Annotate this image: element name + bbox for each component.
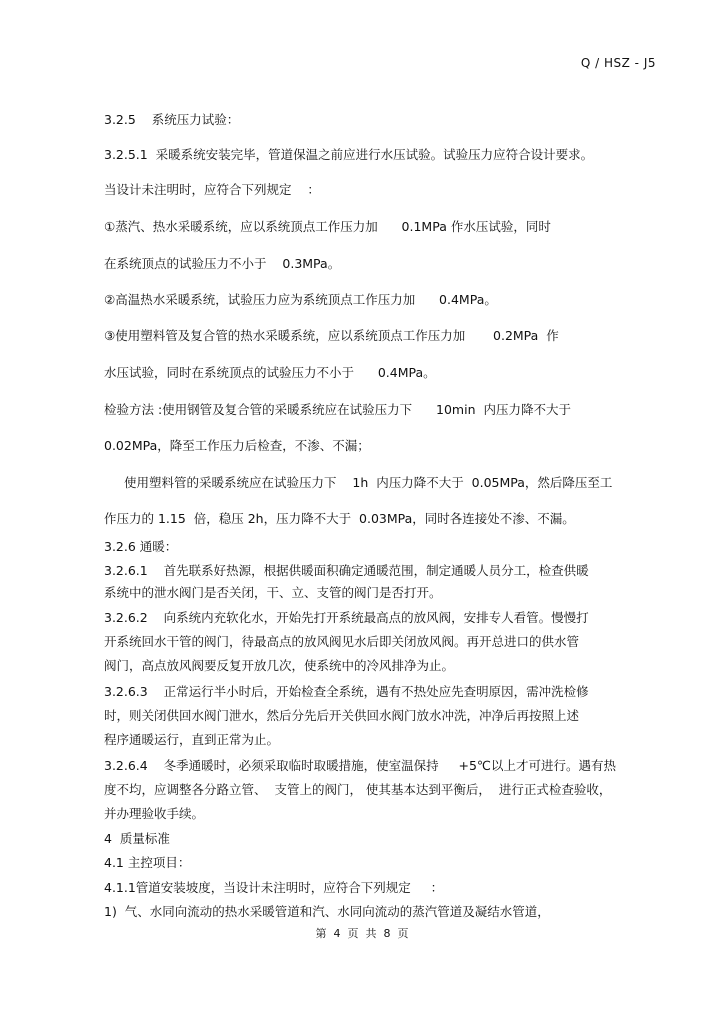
paragraph-line: 程序通暖运行，直到正常为止。 bbox=[104, 732, 280, 747]
paragraph-line: 并办理验收手续。 bbox=[104, 806, 205, 821]
paragraph-line: 阀门，高点放风阀要反复开放几次，使系统中的冷风排净为止。 bbox=[104, 658, 455, 673]
section-heading-4: 4 质量标准 bbox=[104, 831, 170, 846]
paragraph-line: 3.2.6.4 冬季通暖时，必须采取临时取暖措施，使室温保持 +5℃以上才可进行。遇有热 bbox=[104, 758, 616, 773]
paragraph-line: 1) 气、水同向流动的热水采暖管道和汽、水同向流动的蒸汽管道及凝结水管道， bbox=[104, 904, 550, 919]
section-heading-3-2-5: 3.2.5 系统压力试验： bbox=[104, 112, 240, 127]
document-code: Q / HSZ - J5 bbox=[580, 56, 656, 70]
paragraph-line: 3.2.6.2 向系统内充软化水，开始先打开系统最高点的放风阀，安排专人看管。慢慢打 bbox=[104, 610, 589, 625]
paragraph-line: 开系统回水干管的阀门，待最高点的放风阀见水后即关闭放风阀。再开总进口的供水管 bbox=[104, 634, 580, 649]
paragraph-line: 时，则关闭供回水阀门泄水，然后分先后开关供回水阀门放水冲洗，冲净后再按照上述 bbox=[104, 708, 580, 723]
paragraph-line: 3.2.5.1 采暖系统安装完毕，管道保温之前应进行水压试验。试验压力应符合设计要求。 bbox=[104, 147, 594, 162]
paragraph-line: 度不均，应调整各分路立管、 支管上的阀门， 使其基本达到平衡后， 进行正式检查验收， bbox=[104, 782, 612, 797]
paragraph-line: 当设计未注明时，应符合下列规定 ： bbox=[104, 182, 320, 197]
paragraph-line: 作压力的 1.15 倍，稳压 2h，压力降不大于 0.03MPa，同时各连接处不渗、不漏。 bbox=[104, 511, 575, 526]
page-number: 第 4 页 共 8 页 bbox=[315, 927, 409, 940]
paragraph-line: 3.2.6.3 正常运行半小时后，开始检查全系统，遇有不热处应先查明原因，需冲洗检修 bbox=[104, 684, 589, 699]
paragraph-line: ①蒸汽、热水采暖系统，应以系统顶点工作压力加 0.1MPa 作水压试验，同时 bbox=[104, 219, 551, 234]
paragraph-line: ③使用塑料管及复合管的热水采暖系统，应以系统顶点工作压力加 0.2MPa 作 bbox=[104, 328, 559, 343]
section-heading-3-2-6: 3.2.6 通暖： bbox=[104, 539, 178, 554]
section-heading-4-1: 4.1 主控项目： bbox=[104, 855, 191, 870]
paragraph-line: 在系统顶点的试验压力不小于 0.3MPa。 bbox=[104, 256, 341, 271]
paragraph-line: 3.2.6.1 首先联系好热源，根据供暖面积确定通暖范围，制定通暖人员分工，检查供暖 bbox=[104, 563, 589, 578]
paragraph-line: 4.1.1管道安装坡度，当设计未注明时，应符合下列规定 ： bbox=[104, 880, 444, 895]
paragraph-line: 系统中的泄水阀门是否关闭，干、立、支管的阀门是否打开。 bbox=[104, 585, 442, 600]
paragraph-line: 检验方法 :使用钢管及复合管的采暖系统应在试验压力下 10min 内压力降不大于 bbox=[104, 402, 571, 417]
paragraph-line: 0.02MPa，降至工作压力后检查，不渗、不漏； bbox=[104, 438, 370, 453]
paragraph-line: 使用塑料管的采暖系统应在试验压力下 1h 内压力降不大于 0.05MPa，然后降压至工 bbox=[124, 475, 613, 490]
paragraph-line: 水压试验，同时在系统顶点的试验压力不小于 0.4MPa。 bbox=[104, 365, 436, 380]
paragraph-line: ②高温热水采暖系统，试验压力应为系统顶点工作压力加 0.4MPa。 bbox=[104, 292, 497, 307]
